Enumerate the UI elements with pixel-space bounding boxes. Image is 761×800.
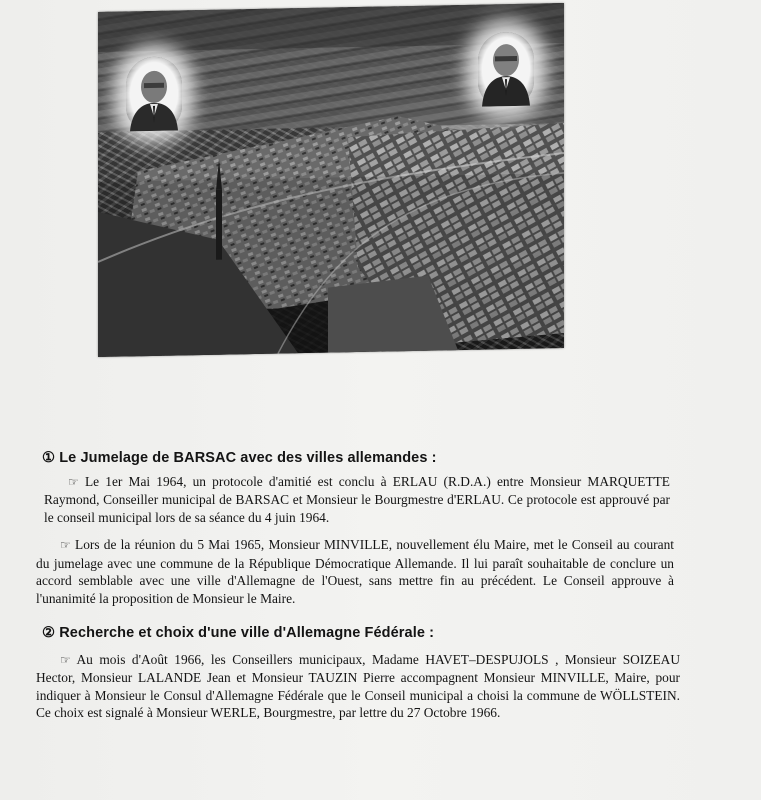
pointing-hand-icon: ☞ xyxy=(60,652,71,667)
document-text xyxy=(30,450,710,732)
paragraph-text: Lors de la réunion du 5 Mai 1965, Monsieur MINVILLE, nouvellement élu Maire, met le Conseil au courant du jumelage avec une commune de la République Démocratique Allemande. Il lui paraît souhaitable de conclure un accord semblable avec une ville d'Allemagne de l'Ouest, sans mettre fin au précédent. Le Conseil approuve à l'unanimité la proposition de Monsieur le Maire. xyxy=(36,537,674,606)
mayor-portrait-right xyxy=(478,32,534,107)
paragraph-text: Au mois d'Août 1966, les Conseillers municipaux, Madame HAVET–DESPUJOLS , Monsieur SOIZEAU Hector, Monsieur LALANDE Jean et Monsieur TAUZIN Pierre accompagnent Monsieur MINVILLE, Maire, pour indiquer à Monsieur le Consul d'Allemagne Fédérale que le Conseil municipal a choisi la commune de WÖLLSTEIN. Ce choix est signalé à Monsieur WERLE, Bourgmestre, par lettre du 27 Octobre 1966. xyxy=(36,651,680,720)
section-heading-jumelage: ① Le Jumelage de BARSAC avec des villes allemandes : xyxy=(42,450,437,466)
paragraph-text: Le 1er Mai 1964, un protocole d'amitié est conclu à ERLAU (R.D.A.) entre Monsieur MARQUETTE Raymond, Conseiller municipal de BARSAC et Monsieur le Bourgmestre d'ERLAU. Ce protocole est approuvé par le conseil municipal lors de sa séance du 4 juin 1964. xyxy=(44,473,670,525)
paragraph-choice-1966 xyxy=(36,651,680,722)
paragraph-protocol-1964 xyxy=(44,473,670,527)
pointing-hand-icon: ☞ xyxy=(60,538,71,552)
section-heading-recherche: ② Recherche et choix d'une ville d'Allemagne Fédérale : xyxy=(42,625,435,641)
aerial-photo xyxy=(98,3,564,357)
mayor-portrait-left xyxy=(126,56,182,131)
pointing-hand-icon: ☞ xyxy=(68,474,79,489)
paragraph-meeting-1965 xyxy=(36,536,674,607)
